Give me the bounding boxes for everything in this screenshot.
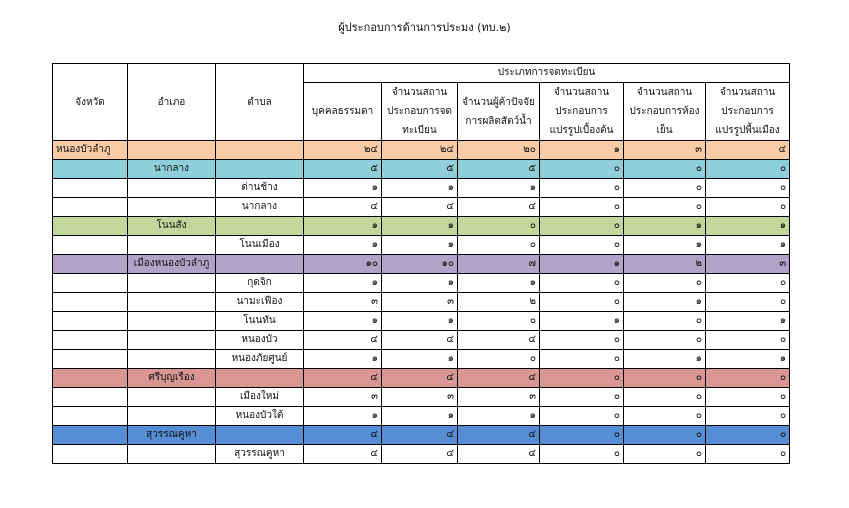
- value-cell: ๓: [304, 293, 382, 312]
- value-cell: ๓: [624, 141, 706, 160]
- province-cell: [53, 312, 128, 331]
- tambon-cell: [216, 426, 304, 445]
- amphoe-row: [53, 255, 790, 274]
- page-title: ผู้ประกอบการด้านการประมง (ทบ.๒): [338, 21, 511, 34]
- value-cell: ๑: [540, 312, 624, 331]
- value-cell: ๑: [706, 217, 790, 236]
- province-cell: [53, 179, 128, 198]
- tambon-cell: [216, 160, 304, 179]
- value-cell: ๑: [304, 312, 382, 331]
- value-cell: ๔: [458, 369, 540, 388]
- tambon-cell: สุวรรณคูหา: [216, 445, 304, 464]
- header-registration-type: ประเภทการจดทะเบียน: [304, 64, 790, 83]
- value-cell: ๐: [540, 198, 624, 217]
- tambon-cell: กุดจิก: [216, 274, 304, 293]
- value-cell: ๑: [458, 274, 540, 293]
- tambon-cell: [216, 369, 304, 388]
- header-local-processing: จำนวนสถานประกอบการแปรรูปพื้นเมือง: [706, 83, 790, 141]
- value-cell: ๔: [304, 445, 382, 464]
- value-cell: ๐: [624, 407, 706, 426]
- value-cell: ๓: [706, 255, 790, 274]
- header-province: จังหวัด: [53, 64, 128, 141]
- value-cell: ๐: [706, 331, 790, 350]
- value-cell: ๐: [540, 388, 624, 407]
- province-cell: [53, 255, 128, 274]
- tambon-row: [53, 350, 790, 369]
- value-cell: ๐: [624, 445, 706, 464]
- value-cell: ๒: [624, 255, 706, 274]
- value-cell: ๐: [458, 217, 540, 236]
- value-cell: ๕: [304, 160, 382, 179]
- header-cold-storage: จำนวนสถานประกอบการห้องเย็น: [624, 83, 706, 141]
- value-cell: ๐: [624, 198, 706, 217]
- value-cell: ๔: [458, 426, 540, 445]
- value-cell: ๑: [304, 179, 382, 198]
- value-cell: ๒๐: [458, 141, 540, 160]
- value-cell: ๔: [458, 331, 540, 350]
- value-cell: ๑: [458, 407, 540, 426]
- value-cell: ๔: [706, 141, 790, 160]
- tambon-cell: โนนทัน: [216, 312, 304, 331]
- amphoe-cell: [128, 312, 216, 331]
- province-cell: [53, 293, 128, 312]
- value-cell: ๐: [540, 331, 624, 350]
- tambon-cell: หนองบัวใต้: [216, 407, 304, 426]
- province-cell: [53, 160, 128, 179]
- header-primary-processing: จำนวนสถานประกอบการแปรรูปเบื้องต้น: [540, 83, 624, 141]
- province-cell: [53, 445, 128, 464]
- province-cell: [53, 407, 128, 426]
- value-cell: ๗: [458, 255, 540, 274]
- value-cell: ๑: [382, 350, 458, 369]
- value-cell: ๐: [624, 274, 706, 293]
- header-individual: บุคคลธรรมดา: [304, 83, 382, 141]
- value-cell: ๑: [706, 312, 790, 331]
- value-cell: ๑: [382, 236, 458, 255]
- value-cell: ๐: [540, 369, 624, 388]
- tambon-cell: [216, 141, 304, 160]
- value-cell: ๔: [304, 198, 382, 217]
- table-body: [53, 141, 790, 464]
- value-cell: ๐: [706, 179, 790, 198]
- value-cell: ๑: [624, 350, 706, 369]
- amphoe-cell: [128, 388, 216, 407]
- value-cell: ๐: [540, 236, 624, 255]
- province-cell: หนองบัวลำภู: [53, 141, 128, 160]
- value-cell: ๒: [458, 293, 540, 312]
- tambon-row: [53, 236, 790, 255]
- value-cell: ๐: [706, 426, 790, 445]
- value-cell: ๑: [304, 217, 382, 236]
- value-cell: ๐: [706, 369, 790, 388]
- value-cell: ๑: [540, 141, 624, 160]
- value-cell: ๔: [304, 331, 382, 350]
- value-cell: ๔: [304, 426, 382, 445]
- tambon-cell: ด่านช้าง: [216, 179, 304, 198]
- value-cell: ๐: [624, 312, 706, 331]
- header-registered-establishments: จำนวนสถานประกอบการจดทะเบียน: [382, 83, 458, 141]
- value-cell: ๑: [458, 179, 540, 198]
- province-cell: [53, 388, 128, 407]
- value-cell: ๓: [382, 293, 458, 312]
- province-cell: [53, 331, 128, 350]
- amphoe-cell: [128, 198, 216, 217]
- value-cell: ๐: [624, 388, 706, 407]
- value-cell: ๐: [624, 331, 706, 350]
- province-cell: [53, 369, 128, 388]
- value-cell: ๑: [624, 293, 706, 312]
- header-input-dealers: จำนวนผู้ค้าปัจจัยการผลิตสัตว์น้ำ: [458, 83, 540, 141]
- value-cell: ๑: [382, 274, 458, 293]
- tambon-cell: นากลาง: [216, 198, 304, 217]
- province-row: [53, 141, 790, 160]
- value-cell: ๑: [706, 236, 790, 255]
- table-header: [53, 64, 790, 141]
- value-cell: ๑: [624, 236, 706, 255]
- value-cell: ๑: [540, 255, 624, 274]
- amphoe-cell: โนนสัง: [128, 217, 216, 236]
- value-cell: ๕: [458, 160, 540, 179]
- amphoe-cell: [128, 236, 216, 255]
- value-cell: ๐: [458, 350, 540, 369]
- province-cell: [53, 217, 128, 236]
- amphoe-cell: [128, 179, 216, 198]
- tambon-cell: หนองภัยศูนย์: [216, 350, 304, 369]
- value-cell: ๑: [382, 179, 458, 198]
- header-tambon: ตำบล: [216, 64, 304, 141]
- value-cell: ๑: [382, 312, 458, 331]
- amphoe-cell: [128, 274, 216, 293]
- value-cell: ๒๔: [382, 141, 458, 160]
- value-cell: ๐: [540, 350, 624, 369]
- value-cell: ๔: [458, 198, 540, 217]
- value-cell: ๐: [624, 160, 706, 179]
- tambon-row: [53, 388, 790, 407]
- value-cell: ๔: [304, 369, 382, 388]
- value-cell: ๐: [624, 179, 706, 198]
- province-cell: [53, 274, 128, 293]
- value-cell: ๑: [304, 236, 382, 255]
- header-amphoe: อำเภอ: [128, 64, 216, 141]
- value-cell: ๐: [540, 179, 624, 198]
- fishery-operators-table: [52, 63, 790, 464]
- value-cell: ๔: [382, 198, 458, 217]
- amphoe-cell: เมืองหนองบัวลำภู: [128, 255, 216, 274]
- amphoe-row: [53, 426, 790, 445]
- value-cell: ๑: [304, 350, 382, 369]
- value-cell: ๔: [382, 445, 458, 464]
- value-cell: ๒๔: [304, 141, 382, 160]
- value-cell: ๐: [706, 160, 790, 179]
- amphoe-cell: ศรีบุญเรือง: [128, 369, 216, 388]
- amphoe-cell: นากลาง: [128, 160, 216, 179]
- value-cell: ๑: [304, 274, 382, 293]
- tambon-cell: โนนเมือง: [216, 236, 304, 255]
- amphoe-cell: [128, 331, 216, 350]
- value-cell: ๐: [706, 293, 790, 312]
- value-cell: ๑: [706, 350, 790, 369]
- tambon-row: [53, 312, 790, 331]
- value-cell: ๓: [382, 388, 458, 407]
- value-cell: ๐: [624, 369, 706, 388]
- tambon-cell: นามะเฟือง: [216, 293, 304, 312]
- value-cell: ๑๐: [304, 255, 382, 274]
- value-cell: ๐: [706, 445, 790, 464]
- tambon-row: [53, 331, 790, 350]
- province-cell: [53, 426, 128, 445]
- tambon-row: [53, 293, 790, 312]
- amphoe-cell: [128, 141, 216, 160]
- amphoe-row: [53, 217, 790, 236]
- amphoe-cell: [128, 445, 216, 464]
- tambon-row: [53, 274, 790, 293]
- province-cell: [53, 350, 128, 369]
- value-cell: ๑: [304, 407, 382, 426]
- value-cell: ๐: [540, 293, 624, 312]
- value-cell: ๔: [458, 445, 540, 464]
- value-cell: ๑: [382, 407, 458, 426]
- value-cell: ๐: [706, 388, 790, 407]
- amphoe-cell: [128, 350, 216, 369]
- value-cell: ๔: [382, 426, 458, 445]
- value-cell: ๐: [540, 217, 624, 236]
- province-cell: [53, 198, 128, 217]
- amphoe-cell: สุวรรณคูหา: [128, 426, 216, 445]
- tambon-row: [53, 445, 790, 464]
- value-cell: ๑๐: [382, 255, 458, 274]
- value-cell: ๐: [458, 236, 540, 255]
- value-cell: ๐: [540, 445, 624, 464]
- amphoe-cell: [128, 407, 216, 426]
- value-cell: ๕: [382, 160, 458, 179]
- amphoe-cell: [128, 293, 216, 312]
- value-cell: ๐: [540, 160, 624, 179]
- province-cell: [53, 236, 128, 255]
- tambon-cell: [216, 217, 304, 236]
- value-cell: ๐: [540, 407, 624, 426]
- value-cell: ๐: [458, 312, 540, 331]
- tambon-cell: หนองบัว: [216, 331, 304, 350]
- value-cell: ๐: [706, 407, 790, 426]
- value-cell: ๓: [458, 388, 540, 407]
- value-cell: ๐: [540, 426, 624, 445]
- value-cell: ๐: [624, 426, 706, 445]
- tambon-row: [53, 198, 790, 217]
- tambon-cell: [216, 255, 304, 274]
- value-cell: ๐: [540, 274, 624, 293]
- value-cell: ๐: [706, 198, 790, 217]
- value-cell: ๔: [382, 331, 458, 350]
- tambon-row: [53, 407, 790, 426]
- value-cell: ๑: [624, 217, 706, 236]
- tambon-cell: เมืองใหม่: [216, 388, 304, 407]
- value-cell: ๑: [382, 217, 458, 236]
- value-cell: ๐: [706, 274, 790, 293]
- tambon-row: [53, 179, 790, 198]
- amphoe-row: [53, 160, 790, 179]
- amphoe-row: [53, 369, 790, 388]
- value-cell: ๓: [304, 388, 382, 407]
- value-cell: ๔: [382, 369, 458, 388]
